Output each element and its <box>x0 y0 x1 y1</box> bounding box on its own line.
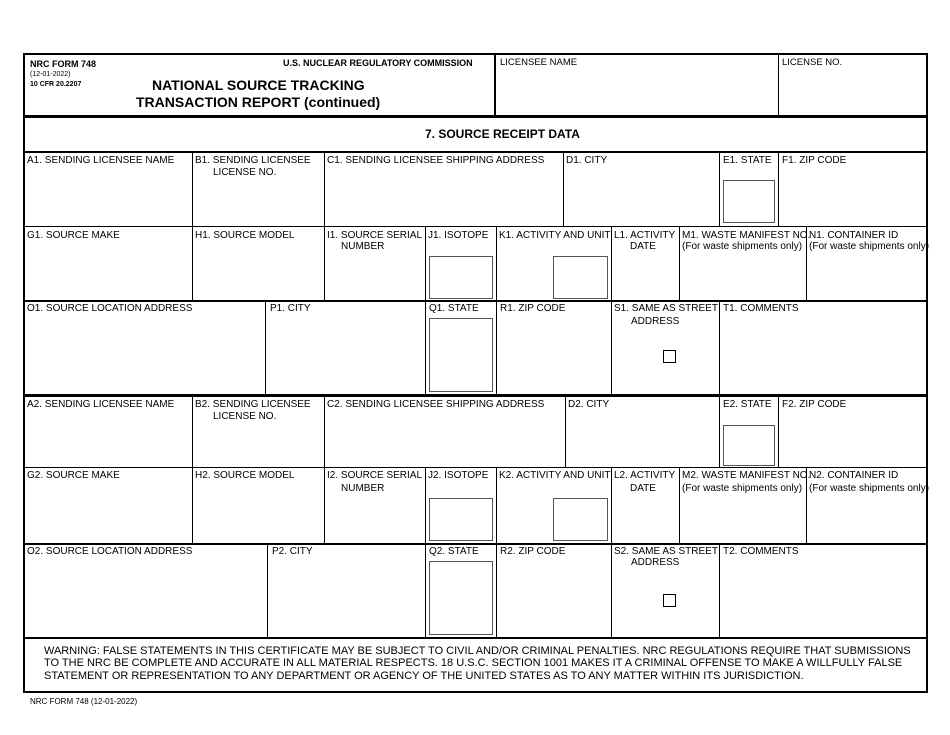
license-no-field[interactable] <box>779 55 926 115</box>
s2-label: S2. SAME AS STREET <box>614 546 718 557</box>
divider <box>267 544 268 638</box>
s1-label: S1. SAME AS STREET <box>614 303 718 314</box>
j1-label: J1. ISOTOPE <box>428 230 489 241</box>
form-title-line1: NATIONAL SOURCE TRACKING <box>152 77 365 93</box>
b1-label: B1. SENDING LICENSEE <box>195 155 311 166</box>
k2-unit-input[interactable] <box>553 498 608 541</box>
m2-label: M2. WASTE MANIFEST NO. <box>682 470 811 481</box>
d1-label: D1. CITY <box>566 155 608 166</box>
divider <box>324 227 325 301</box>
s1-same-address-checkbox[interactable] <box>663 350 676 363</box>
divider <box>23 151 928 153</box>
q1-state-input[interactable] <box>429 318 493 392</box>
divider <box>192 396 193 468</box>
t2-label: T2. COMMENTS <box>723 546 799 557</box>
l2-label: L2. ACTIVITY <box>614 470 676 481</box>
warning-line1: WARNING: FALSE STATEMENTS IN THIS CERTIFICATE MAY BE SUBJECT TO CIVIL AND/OR CRIMINAL PENALTIES. NRC REGULATIONS REQUIRE THAT SUBMISSIONS <box>44 645 911 657</box>
divider <box>425 227 426 301</box>
l1-label: L1. ACTIVITY <box>614 230 676 241</box>
divider <box>324 396 325 468</box>
m1-label: M1. WASTE MANIFEST NO. <box>682 230 811 241</box>
divider <box>611 468 612 544</box>
divider <box>496 544 497 638</box>
k2-label: K2. ACTIVITY AND UNIT <box>499 470 611 481</box>
i1-label: I1. SOURCE SERIAL <box>327 230 423 241</box>
g1-label: G1. SOURCE MAKE <box>27 230 120 241</box>
q2-label: Q2. STATE <box>429 546 479 557</box>
f1-label: F1. ZIP CODE <box>782 155 847 166</box>
s2-same-address-checkbox[interactable] <box>663 594 676 607</box>
divider <box>611 544 612 638</box>
warning-line3: STATEMENT OR REPRESENTATION TO ANY DEPARTMENT OR AGENCY OF THE UNITED STATES AS TO ANY MATTER WITHIN ITS JURISDICTION. <box>44 670 804 682</box>
divider <box>496 301 497 395</box>
e1-label: E1. STATE <box>723 155 772 166</box>
divider <box>23 300 928 302</box>
n2-label: N2. CONTAINER ID <box>809 470 899 481</box>
f2-label: F2. ZIP CODE <box>782 399 847 410</box>
q1-label: Q1. STATE <box>429 303 479 314</box>
i2-label: I2. SOURCE SERIAL <box>327 470 423 481</box>
o1-label: O1. SOURCE LOCATION ADDRESS <box>27 303 193 314</box>
p1-label: P1. CITY <box>270 303 311 314</box>
e2-state-input[interactable] <box>723 425 775 466</box>
p2-label: P2. CITY <box>272 546 313 557</box>
c2-label: C2. SENDING LICENSEE SHIPPING ADDRESS <box>327 399 545 410</box>
c1-label: C1. SENDING LICENSEE SHIPPING ADDRESS <box>327 155 545 166</box>
j1-isotope-input[interactable] <box>429 256 493 299</box>
form-title-line2: TRANSACTION REPORT (continued) <box>136 94 381 110</box>
a2-label: A2. SENDING LICENSEE NAME <box>27 399 175 410</box>
divider <box>719 396 720 468</box>
d2-label: D2. CITY <box>568 399 610 410</box>
g2-label: G2. SOURCE MAKE <box>27 470 120 481</box>
e1-state-input[interactable] <box>723 180 775 223</box>
j2-isotope-input[interactable] <box>429 498 493 541</box>
a1-label: A1. SENDING LICENSEE NAME <box>27 155 175 166</box>
divider <box>563 152 564 227</box>
divider <box>778 396 779 468</box>
r1-label: R1. ZIP CODE <box>500 303 566 314</box>
divider <box>192 468 193 544</box>
divider <box>23 467 928 468</box>
i2-label-line2: NUMBER <box>341 483 385 494</box>
l1-label-line2: DATE <box>630 241 656 252</box>
divider <box>23 394 928 397</box>
divider <box>496 468 497 544</box>
divider <box>23 637 928 639</box>
e2-label: E2. STATE <box>723 399 772 410</box>
divider <box>425 301 426 395</box>
divider <box>679 227 680 301</box>
h2-label: H2. SOURCE MODEL <box>195 470 295 481</box>
o2-label: O2. SOURCE LOCATION ADDRESS <box>27 546 193 557</box>
divider <box>496 227 497 301</box>
divider <box>679 468 680 544</box>
form-number: NRC FORM 748 <box>30 59 97 69</box>
divider <box>565 396 566 468</box>
b2-label: B2. SENDING LICENSEE <box>195 399 311 410</box>
j2-label: J2. ISOTOPE <box>428 470 489 481</box>
k1-unit-input[interactable] <box>553 256 608 299</box>
i1-label-line2: NUMBER <box>341 241 385 252</box>
s2-label-line2: ADDRESS <box>631 557 680 568</box>
b2-label-line2: LICENSE NO. <box>213 411 277 422</box>
footer-form-id: NRC FORM 748 (12-01-2022) <box>30 697 138 706</box>
n1-sublabel: (For waste shipments only) <box>809 241 930 252</box>
divider <box>265 301 266 395</box>
form-date: (12-01-2022) <box>30 71 71 78</box>
divider <box>719 544 720 638</box>
divider <box>192 227 193 301</box>
divider <box>425 544 426 638</box>
divider <box>324 152 325 227</box>
divider <box>778 152 779 227</box>
m1-sublabel: (For waste shipments only) <box>682 241 803 252</box>
n2-sublabel: (For waste shipments only) <box>809 483 930 494</box>
l2-label-line2: DATE <box>630 483 656 494</box>
s1-label-line2: ADDRESS <box>631 316 680 327</box>
t1-label: T1. COMMENTS <box>723 303 799 314</box>
licensee-name-field[interactable] <box>496 55 778 115</box>
license-no-label: LICENSE NO. <box>782 57 843 68</box>
divider <box>23 543 928 545</box>
n1-label: N1. CONTAINER ID <box>809 230 899 241</box>
k1-label: K1. ACTIVITY AND UNIT <box>499 230 611 241</box>
r2-label: R2. ZIP CODE <box>500 546 566 557</box>
divider <box>611 301 612 395</box>
divider <box>324 468 325 544</box>
h1-label: H1. SOURCE MODEL <box>195 230 295 241</box>
b1-label-line2: LICENSE NO. <box>213 167 277 178</box>
m2-sublabel: (For waste shipments only) <box>682 483 803 494</box>
warning-line2: TO THE NRC BE COMPLETE AND ACCURATE IN ALL MATERIAL RESPECTS. 18 U.S.C. SECTION 1001 MAKES IT A CRIMINAL OFFENSE TO MAKE A WILLFULLY FALSE <box>44 657 903 669</box>
agency-name: U.S. NUCLEAR REGULATORY COMMISSION <box>283 58 473 68</box>
section-title: 7. SOURCE RECEIPT DATA <box>425 127 580 141</box>
divider <box>23 226 928 227</box>
licensee-name-label: LICENSEE NAME <box>500 57 578 68</box>
divider <box>425 468 426 544</box>
divider <box>611 227 612 301</box>
q2-state-input[interactable] <box>429 561 493 635</box>
cfr-reference: 10 CFR 20.2207 <box>30 81 82 88</box>
divider <box>719 152 720 227</box>
divider <box>192 152 193 227</box>
divider <box>719 301 720 395</box>
divider <box>23 115 928 118</box>
